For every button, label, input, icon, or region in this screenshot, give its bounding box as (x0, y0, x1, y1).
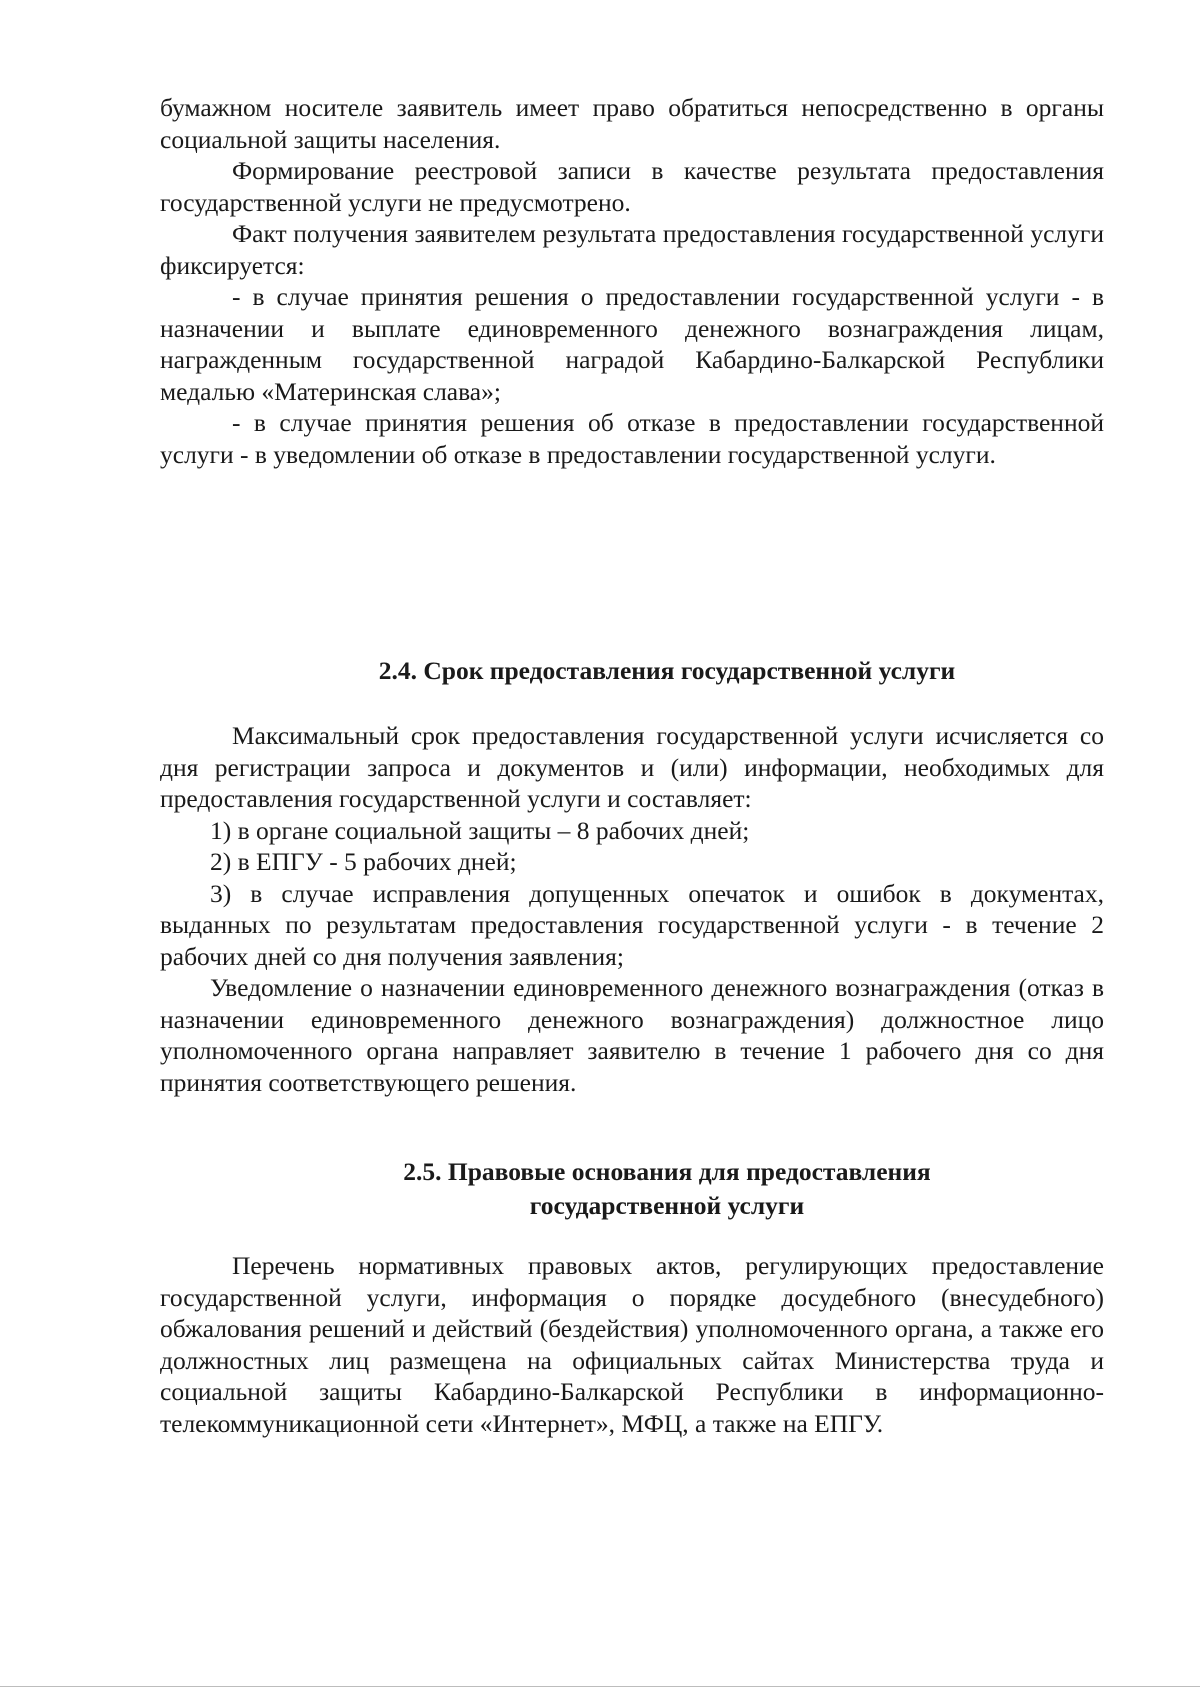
heading-text: 2.4. Срок предоставления государственной услуги (378, 656, 956, 685)
section-heading-2-4 (160, 654, 1104, 688)
list-item: 2) в ЕПГУ - 5 рабочих дней; (210, 847, 517, 876)
paragraph: Максимальный срок предоставления государственной услуги исчисляется со дня регистрации запроса и документов и (или) информации, необходимых для предоставления государственной услуги и составляет: (160, 721, 1104, 813)
section-heading-2-5 (160, 1155, 1104, 1223)
paragraph: Формирование реестровой записи в качестве результата предоставления государственной услуги не предусмотрено. (160, 156, 1104, 217)
intro-block (160, 92, 1104, 470)
heading-text-line2: государственной услуги (529, 1191, 805, 1220)
paragraph: Уведомление о назначении единовременного денежного вознаграждения (отказ в назначении единовременного денежного вознаграждения) должностное лицо уполномоченного органа направляет заявителю в течение 1 рабочего дня со дня принятия соответствующего решения. (160, 973, 1104, 1097)
section-2-4-body (160, 720, 1104, 1098)
paragraph: - в случае принятия решения об отказе в предоставлении государственной услуги - в уведомлении об отказе в предоставлении государственной услуги. (160, 408, 1104, 469)
heading-text-line1: 2.5. Правовые основания для предоставления (403, 1157, 931, 1186)
paragraph: бумажном носителе заявитель имеет право обратиться непосредственно в органы социальной защиты населения. (160, 93, 1104, 154)
paragraph: - в случае принятия решения о предоставлении государственной услуги - в назначении и выплате единовременного денежного вознаграждения лицам, награжденным государственной наградой Кабардино-Балкарской Республики медалью «Материнская слава»; (160, 282, 1104, 406)
list-item: 1) в органе социальной защиты – 8 рабочих дней; (210, 815, 750, 845)
section-2-5-body (160, 1250, 1104, 1439)
paragraph: Факт получения заявителем результата предоставления государственной услуги фиксируется: (160, 219, 1104, 280)
paragraph: Перечень нормативных правовых актов, регулирующих предоставление государственной услуги, информация о порядке досудебного (внесудебного) обжалования решений и действий (бездействия) уполномоченного органа, а также его должностных лиц размещена на официальных сайтах Министерства труда и социальной защиты Кабардино-Балкарской Республики в информационно-телекоммуникационной сети «Интернет», МФЦ, а также на ЕПГУ. (160, 1251, 1104, 1438)
scan-edge-line (0, 1686, 1200, 1687)
list-item: 3) в случае исправления допущенных опечаток и ошибок в документах, выданных по результатам предоставления государственной услуги - в течение 2 рабочих дней со дня получения заявления; (160, 878, 1104, 971)
